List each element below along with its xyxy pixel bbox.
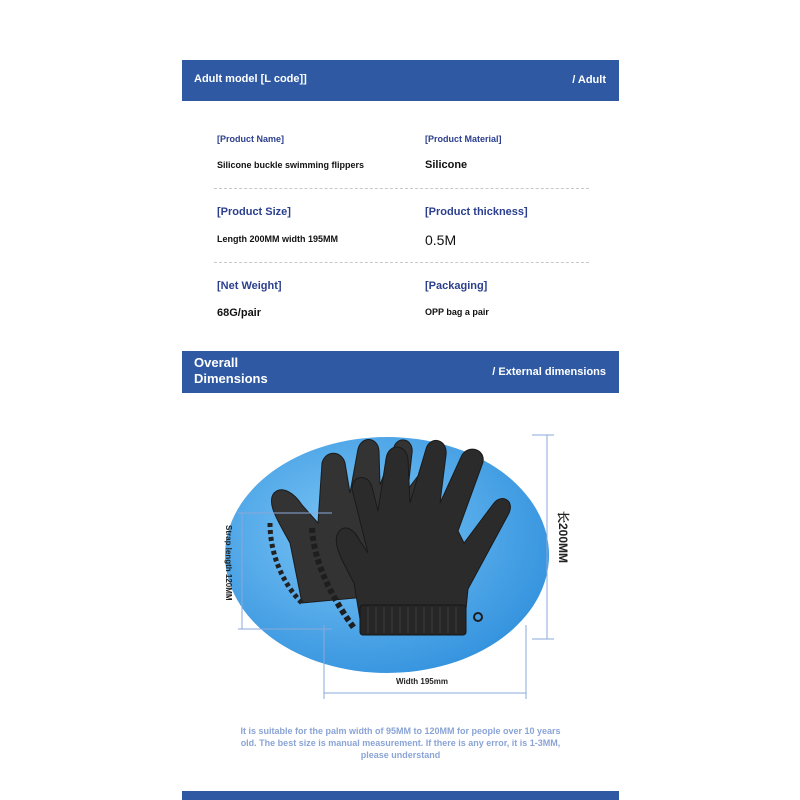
section-header-adult: [182, 60, 619, 101]
section-subtitle: / External dimensions: [492, 366, 606, 378]
section-header-next: [182, 791, 619, 800]
product-detail-column: [182, 0, 619, 800]
packaging-value: OPP bag a pair: [425, 307, 489, 317]
divider: [214, 188, 589, 189]
section-header-dimensions: [182, 351, 619, 393]
divider: [214, 262, 589, 263]
product-thickness-value: 0.5M: [425, 232, 457, 248]
fit-note: It is suitable for the palm width of 95MM to 120MM for people over 10 years old. The best size is manual measurement. If there is any error, it is 1-3MM, please understand: [240, 726, 561, 760]
product-material-value: Silicone: [425, 159, 468, 171]
width-dimension-label: Width 195mm: [396, 677, 448, 686]
packaging-label: [Packaging]: [425, 280, 488, 292]
strap-length-label: Strap length 120MM: [224, 525, 233, 601]
product-size-label: [Product Size]: [217, 206, 291, 218]
net-weight-label: [Net Weight]: [217, 280, 282, 292]
section-title: Adult model [L code]]: [194, 73, 307, 85]
product-material-label: [Product Material]: [425, 134, 502, 144]
product-thickness-label: [Product thickness]: [425, 206, 528, 218]
product-dimension-figure: [182, 393, 619, 723]
product-name-value: Silicone buckle swimming flippers: [217, 160, 365, 170]
net-weight-value: 68G/pair: [217, 307, 262, 319]
length-dimension-label: 长200MM: [556, 511, 570, 564]
product-size-value: Length 200MM width 195MM: [217, 234, 339, 244]
product-name-label: [Product Name]: [217, 134, 285, 144]
section-title: Overall Dimensions: [194, 355, 268, 386]
section-subtitle: / Adult: [572, 74, 606, 86]
